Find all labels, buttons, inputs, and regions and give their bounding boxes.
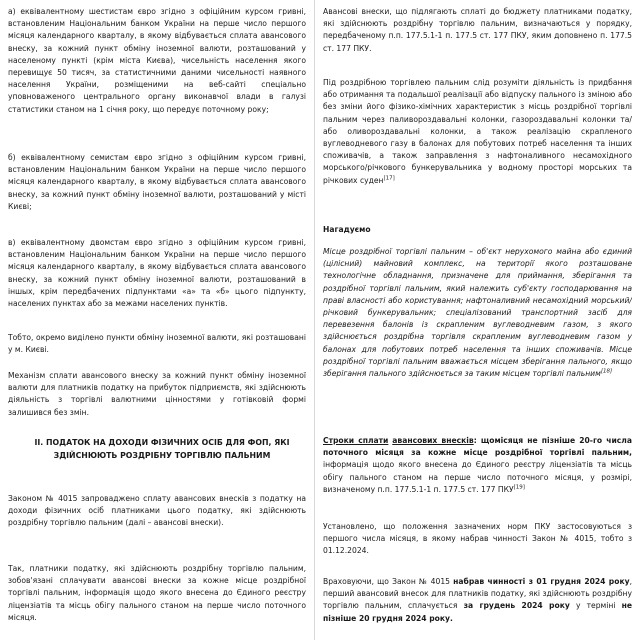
left-column bbox=[8, 0, 306, 640]
paragraph-mechanism: Механізм сплати авансового внеску за кожний пункт обміну іноземної валюти для платників податку на прибуток підприємств, які здійснюють діяльність з торгівлі валютними цінностями у готівковій формі залишився без змін. bbox=[8, 371, 306, 417]
deadline-label-1: Строки сплати bbox=[323, 436, 389, 445]
reminder-text: Місце роздрібної торгівлі пальним – об'єкт нерухомого майна або єдиний (цілісний) майновий комплекс, на території якого розташоване технологічне обладнання, призначене для приймання, зберігання та роздрібної торгівлі пальним, який належить суб'єкту господарювання на праві власності або користування; нафтоналивний несамохідний морський/річковий бункерувальник; спеціалізований транспортний засіб для перевезення балонів із скрапленим вуглеводневим газом, з якого здійснюється роздрібна торгівля скрапленим вуглеводневим газом у балонах для побутових потреб населення та інших споживачів. Місце роздрібної торгівлі пальним вважається місцем зберігання пального, якщо зберігання пального здійснюється за таким місцем торгівлі пальним bbox=[323, 247, 632, 379]
deadline-rest-text: інформація щодо якого внесена до Єдиного реєстру ліцензіатів та місць обігу пального станом на перше число поточного місяця, у розмірі, визначеному п.п. 177.5.1-1 п. 177.5 ст. 177 ПКУ bbox=[323, 460, 632, 494]
paragraph-payment-deadlines bbox=[323, 435, 632, 496]
section-heading: ІІ. ПОДАТОК НА ДОХОДИ ФІЗИЧНИХ ОСІБ ДЛЯ ФОП, ЯКІ ЗДІЙСНЮЮТЬ РОЗДРІБНУ ТОРГІВЛЮ ПАЛЬНИМ bbox=[34, 438, 290, 460]
reminder-heading: Нагадуємо bbox=[323, 225, 371, 234]
final-text-1: Враховуючи, що Закон № 4015 bbox=[323, 577, 454, 586]
footnote-link-19[interactable]: [19] bbox=[513, 484, 525, 491]
paragraph-subitem-c: в) еквівалентному двомстам євро згідно з офіційним курсом гривні, встановленим Національним банком України на перше число першого місяця календарного кварталу, в якому відбувається сплата авансового внеску, за кожний пункт обміну іноземної валюти, розташований в іншых, крім передбачених підпунктами «а» та «б» цього підпункту, населених пунктах або за межами населених пунктів. bbox=[8, 238, 306, 309]
final-text-2: , перший авансовий внесок для платників податку, які здійснюють роздрібну торгівлю пальним, сплачується bbox=[323, 577, 632, 611]
paragraph-retail-definition bbox=[323, 77, 632, 187]
deadline-bold-text: : щомісяця не пізніше 20-го числа поточного місяця за кожне місце роздрібної торгівлі пальним, bbox=[323, 436, 632, 458]
right-column bbox=[323, 0, 632, 640]
paragraph-subitem-a: а) еквівалентному шестистам євро згідно з офіційним курсом гривні, встановленим Національним банком України на перше число першого місяця календарного кварталу, в якому відбувається сплата авансового внеску, за кожний пункт обміну іноземної валюти, розташований у населеному пункті (крім міста Києва), чисельність населення якого перевищує 50 тисяч, за статистичними даними чисельності наявного населення України, розміщеними на веб-сайті спеціально уповноваженого центрального органу виконавчої влади в галузі статистики станом на 1 січня року, що передує поточному року; bbox=[8, 7, 306, 114]
paragraph-subitem-b: б) еквівалентному семистам євро згідно з офіційним курсом гривні, встановленим Національним банком України на перше число першого місяця календарного кварталу, в якому відбувається сплата авансового внеску, за кожний пункт обміну іноземної валюти, розташований у місті Києві; bbox=[8, 153, 306, 211]
footnote-link-17[interactable]: [17] bbox=[383, 175, 395, 182]
final-bold-3: не пізніше 20 грудня 2024 року. bbox=[323, 601, 632, 623]
paragraph-payers: Так, платники податку, які здійснюють роздрібну торгівлю пальним, зобов'язані сплачувати авансові внески за кожне місце роздрібної торгівлі пальним, інформація щодо якого внесена до Єдиного реєстру ліцензіатів та місць обігу пального станом на перше число поточного місяця. bbox=[8, 564, 306, 622]
paragraph-first-payment bbox=[323, 576, 632, 625]
footnote-link-18[interactable]: [18] bbox=[600, 368, 613, 375]
final-bold-2: за грудень 2024 року bbox=[463, 601, 570, 611]
paragraph-law-4015: Законом № 4015 запроваджено сплату авансових внесків з податку на доходи фізичних осіб платниками цього податку, які здійснюють роздрібну торгівлю пальним (далі – авансові внески). bbox=[8, 494, 306, 528]
retail-definition-text: Під роздрібною торгівлею пальним слід розуміти діяльність із придбання або отримання та подальшої реалізації або відпуску пального із зміною або без зміни його фізико-хімічних характеристик з місць роздрібної торгівлі пальним через паливороздавальні колонки, газороздавальні колонки та/або оливороздавальні колонки, а також реалізацію скрапленого вуглеводневого газу в балонах для побутових потреб населення та інших споживачів, а також заправлення з нафтоналивного несамохідного морського/річкового бункерувальника у водному просторі морських та річкових суден bbox=[323, 78, 632, 185]
final-bold-1: набрав чинності з 01 грудня 2024 року bbox=[453, 577, 630, 586]
paragraph-established: Установлено, що положення зазначених норм ПКУ застосовуються з першого числа місяця, в якому набрав чинності Закон № 4015, тобто з 01.12.2024. bbox=[323, 522, 632, 556]
deadline-label-2: авансових внесків bbox=[392, 436, 474, 445]
reminder-definition bbox=[323, 246, 632, 380]
column-divider bbox=[314, 0, 315, 640]
paragraph-kyiv-note: Тобто, окремо виділено пункти обміну іноземної валюти, які розташовані у м. Києві. bbox=[8, 333, 306, 355]
paragraph-advance-payments: Авансові внески, що підлягають сплаті до бюджету платниками податку, які здійснюють роздрібну торгівлю пальним, визначаються у порядку, передбаченому п.п. 177.5.1-1 п. 177.5 ст. 177 ПКУ, яким доповнено п. 177.5 ст. 177 ПКУ. bbox=[323, 7, 632, 53]
final-text-3: у терміні bbox=[569, 601, 622, 611]
